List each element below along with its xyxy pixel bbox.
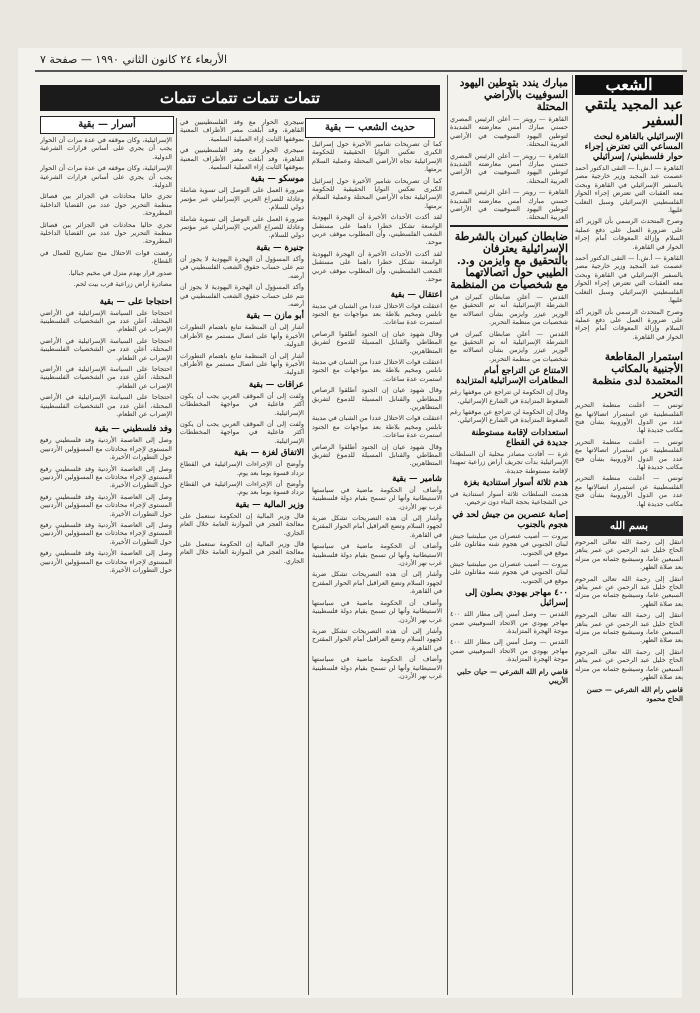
article-text: ضرورة العمل على التوصل إلى تسوية شاملة وعادلة للصراع العربي الإسرائيلي عبر مؤتمر دولي للسلام. bbox=[180, 214, 304, 240]
article-text: وقال إن الحكومة لن تتراجع عن موقفها رغم الضغوط المتزايدة في الشارع الإسرائيلي. bbox=[450, 407, 568, 425]
article-text: احتجاجا على السياسة الإسرائيلية في الأراضي المحتلة، أعلن عدد من الشخصيات الفلسطينية الإضراب عن الطعام. bbox=[40, 308, 172, 334]
article-text: القاهرة — أ.ش.أ — التقى الدكتور أحمد عصمت عبد المجيد وزير خارجية مصر بالسفير الإسرائيلي في القاهرة وبحث معه العقبات التي تعترض إجراء الحوار الفلسطيني الإسرائيلي وسبل التغلب عليها. bbox=[575, 254, 683, 305]
section-heading: شامير — بقية bbox=[392, 473, 442, 484]
article-text: وقال إن الحكومة لن تتراجع عن موقفها رغم الضغوط المتزايدة في الشارع الإسرائيلي. bbox=[450, 388, 568, 405]
article-text: الإسرائيلية، وكان موقفه في عدة مرات أن الحوار يجب أن يجري على أساس قرارات الشرعية الدولية. bbox=[40, 164, 172, 190]
article-text: قال وزير المالية إن الحكومة ستعمل على معالجة العجز في الموازنة العامة خلال العام الجاري. bbox=[180, 540, 304, 565]
left-column bbox=[40, 136, 172, 995]
article-text: أشار إلى أن المنظمة تتابع باهتمام التطورات الأخيرة وأنها على اتصال مستمر مع الأطراف الدولية. bbox=[180, 351, 304, 377]
section-heading: هدم ثلاثة أسوار استنادية بغزة bbox=[463, 477, 568, 488]
article-text: القدس — وصل أمس إلى مطار اللد ٤٠٠ مهاجر يهودي من الاتحاد السوفييتي ضمن موجة الهجرة المتزايدة. bbox=[450, 638, 568, 664]
article-text: قال وزير المالية إن الحكومة ستعمل على معالجة العجز في الموازنة العامة خلال العام الجاري. bbox=[180, 511, 304, 537]
section-heading: بسم الله bbox=[575, 516, 683, 536]
article-text: وصل إلى العاصمة الأردنية وفد فلسطيني رفيع المستوى لإجراء محادثات مع المسؤولين الأردنيين حول التطورات الأخيرة. bbox=[40, 492, 172, 518]
article-text: وقال شهود عيان إن الجنود أطلقوا الرصاص المطاطي والقنابل المسيلة للدموع لتفريق المتظاهرين. bbox=[312, 386, 442, 411]
hadith-box-heading: حديث الشعب — بقية bbox=[305, 118, 435, 138]
article-text: اعتقلت قوات الاحتلال عددا من الشبان في مدينة نابلس ومخيم بلاطة بعد مواجهات مع الجنود استمرت عدة ساعات. bbox=[312, 301, 442, 327]
column-rule bbox=[176, 118, 177, 995]
masthead: الشعب bbox=[575, 75, 683, 95]
headline: عبد المجيد يلتقي السفير bbox=[584, 97, 683, 129]
article-text: غزة — أفادت مصادر محلية أن السلطات الإسرائيلية بدأت تجريف أراض زراعية تمهيدا لإقامة مستوطنة جديدة. bbox=[450, 449, 568, 475]
article-text: القدس — أعلن ضابطان كبيران في الشرطة الإسرائيلية أنه تم التحقيق مع الوزير عيزر وايزمن بشأن اتصالاته مع شخصيات من منظمة التحرير. bbox=[450, 292, 568, 327]
third-column bbox=[312, 140, 442, 995]
article-text: وأضاف أن الحكومة ماضية في سياستها الاستيطانية وأنها لن تسمح بقيام دولة فلسطينية غرب نهر الأردن. bbox=[312, 655, 442, 680]
header-rule bbox=[35, 70, 687, 72]
section-heading: وزير المالية — بقية bbox=[235, 499, 304, 510]
section-heading: أبو مازن — بقية bbox=[246, 311, 304, 322]
section-heading: استمرار المقاطعة الأجنبية بالمكاتب المعتمدة لدى منظمة التحرير bbox=[592, 351, 683, 400]
article-text: وصل إلى العاصمة الأردنية وفد فلسطيني رفيع المستوى لإجراء محادثات مع المسؤولين الأردنيين حول التطورات الأخيرة. bbox=[40, 549, 172, 575]
article-text: وأضاف أن الحكومة ماضية في سياستها الاستيطانية وأنها لن تسمح بقيام دولة فلسطينية غرب نهر الأردن. bbox=[312, 542, 442, 568]
article-text: وصل إلى العاصمة الأردنية وفد فلسطيني رفيع المستوى لإجراء محادثات مع المسؤولين الأردنيين حول التطورات الأخيرة. bbox=[40, 521, 172, 546]
section-heading: ٤٠٠ مهاجر يهودي يصلون إلى إسرائيل bbox=[465, 588, 568, 609]
article-text: وصل إلى العاصمة الأردنية وفد فلسطيني رفيع المستوى لإجراء محادثات مع المسؤولين الأردنيين حول التطورات الأخيرة. bbox=[40, 436, 172, 462]
bullet-item: صدور قرار بهدم منزل في مخيم جباليا. bbox=[68, 268, 172, 277]
article-text: تونس — أعلنت منظمة التحرير الفلسطينية عن استمرار اتصالاتها مع عدد من الدول الأوروبية بشأن فتح مكاتب جديدة لها. bbox=[575, 437, 683, 471]
subhead: الإسرائيلي بالقاهرة لبحث المساعي التي تعترض إجراء حوار فلسطيني/ إسرائيلي bbox=[584, 132, 683, 162]
headline: مبارك يندد بتوطين اليهود السوفييت بالأراضي المحتلة bbox=[459, 77, 568, 113]
article-text: احتجاجا على السياسة الإسرائيلية في الأراضي المحتلة، أعلن عدد من الشخصيات الفلسطينية الإضراب عن الطعام. bbox=[40, 364, 172, 390]
article-text: اعتقلت قوات الاحتلال عددا من الشبان في مدينة نابلس ومخيم بلاطة بعد مواجهات مع الجنود استمرت عدة ساعات. bbox=[312, 357, 442, 383]
article-text: انتقل إلى رحمة الله تعالى المرحوم الحاج خليل عبد الرحمن عن عمر يناهز السبعين عاما، وسيشيع جثمانه من منزله بعد صلاة الظهر. bbox=[575, 647, 683, 682]
article-text: القدس — وصل أمس إلى مطار اللد ٤٠٠ مهاجر يهودي من الاتحاد السوفييتي ضمن موجة الهجرة المتزايدة. bbox=[450, 610, 568, 636]
article-text: تجري حاليا محادثات في الجزائر بين فصائل منظمة التحرير حول عدد من القضايا الداخلية المطروحة. bbox=[40, 192, 172, 218]
article-text: تونس — أعلنت منظمة التحرير الفلسطينية عن استمرار اتصالاتها مع عدد من الدول الأوروبية بشأن فتح مكاتب جديدة لها. bbox=[575, 401, 683, 435]
article-text: كما أن تصريحات شامير الأخيرة حول إسرائيل الكبرى تعكس النوايا الحقيقية للحكومة الإسرائيلية تجاه الأراضي المحتلة وعملية السلام برمتها. bbox=[312, 140, 442, 174]
bullet-item: رفضت قوات الاحتلال منح تصاريح للعمال في القطاع. bbox=[40, 248, 172, 266]
article-text: بيروت — أصيب عنصران من ميليشيا جيش لبنان الجنوبي في هجوم شنه مقاتلون على موقع في الجنوب. bbox=[450, 560, 568, 585]
article-text: ضرورة العمل على التوصل إلى تسوية شاملة وعادلة للصراع العربي الإسرائيلي عبر مؤتمر دولي للسلام. bbox=[180, 186, 304, 212]
article-text: وصرح المتحدث الرسمي بأن الوزير أكد على ضرورة العمل على دفع عملية السلام وإزالة المعوقات أمام إجراء الحوار في القاهرة. bbox=[575, 217, 683, 251]
article-text: وصل إلى العاصمة الأردنية وفد فلسطيني رفيع المستوى لإجراء محادثات مع المسؤولين الأردنيين حول التطورات الأخيرة. bbox=[40, 464, 172, 490]
section-heading: جنيرة — بقية bbox=[256, 242, 304, 253]
article-text: وأوضح أن الإجراءات الإسرائيلية في القطاع تزداد قسوة يوما بعد يوم. bbox=[180, 480, 304, 497]
section-heading: موسكو — بقية bbox=[250, 174, 304, 185]
article-text: القاهرة — أ.ش.أ — التقى الدكتور أحمد عصمت عبد المجيد وزير خارجية مصر بالسفير الإسرائيلي في القاهرة وبحث معه العقبات التي تعترض إجراء الحوار الفلسطيني الإسرائيلي وسبل التغلب عليها. bbox=[575, 164, 683, 215]
article-text: انتقل إلى رحمة الله تعالى المرحوم الحاج خليل عبد الرحمن عن عمر يناهز السبعين عاما، وسيشيع جثمانه من منزله بعد صلاة الظهر. bbox=[575, 574, 683, 608]
second-column bbox=[450, 75, 568, 995]
fourth-column bbox=[180, 118, 304, 995]
article-text: احتجاجا على السياسة الإسرائيلية في الأراضي المحتلة، أعلن عدد من الشخصيات الفلسطينية الإضراب عن الطعام. bbox=[40, 393, 172, 418]
article-text: وقال شهود عيان إن الجنود أطلقوا الرصاص المطاطي والقنابل المسيلة للدموع لتفريق المتظاهرين. bbox=[312, 442, 442, 468]
asrar-box-heading: أسرار — بقية bbox=[40, 116, 174, 134]
article-text: تجري حاليا محادثات في الجزائر بين فصائل منظمة التحرير حول عدد من القضايا الداخلية المطروحة. bbox=[40, 220, 172, 246]
article-text: ولفت إلى أن الموقف العربي يجب أن يكون أكثر فاعلية في مواجهة المخططات الإسرائيلية. bbox=[180, 419, 304, 445]
article-text: وصرح المتحدث الرسمي بأن الوزير أكد على ضرورة العمل على دفع عملية السلام وإزالة المعوقات أمام إجراء الحوار في القاهرة. bbox=[575, 307, 683, 341]
section-heading: عراقات — بقية bbox=[249, 379, 304, 390]
article-text: وأكد المسؤول أن الهجرة اليهودية لا يجوز أن تتم على حساب حقوق الشعب الفلسطيني في أرضه. bbox=[180, 254, 304, 280]
section-heading: احتجاجا على — بقية bbox=[99, 296, 172, 307]
article-text: وأشار إلى أن هذه التصريحات تشكل ضربة لجهود السلام وتضع العراقيل أمام الحوار المقترح في القاهرة. bbox=[312, 626, 442, 652]
section-heading: استعدادات لإقامة مستوطنة جديدة في القطاع bbox=[471, 427, 568, 448]
article-text: احتجاجا على السياسة الإسرائيلية في الأراضي المحتلة، أعلن عدد من الشخصيات الفلسطينية الإضراب عن الطعام. bbox=[40, 336, 172, 362]
article-text: بيروت — أصيب عنصران من ميليشيا جيش لبنان الجنوبي في هجوم شنه مقاتلون على موقع في الجنوب. bbox=[450, 531, 568, 557]
section-heading: إصابة عنصرين من جيش لحد في هجوم بالجنوب bbox=[452, 509, 568, 530]
headline: ضابطان كبيران بالشرطة الإسرائيلية يعترفان بالتحقيق مع وايزمن و.د. الطيبي حول اتصالاتهما مع شخصيات من المنظمة bbox=[450, 225, 568, 291]
article-text: اعتقلت قوات الاحتلال عددا من الشبان في مدينة نابلس ومخيم بلاطة بعد مواجهات مع الجنود استمرت عدة ساعات. bbox=[312, 414, 442, 440]
article-text: وأضاف أن الحكومة ماضية في سياستها الاستيطانية وأنها لن تسمح بقيام دولة فلسطينية غرب نهر الأردن. bbox=[312, 598, 442, 624]
article-text: سيجري الحوار مع وفد الفلسطينيين في القاهرة، وقد أبلغت مصر الأطراف المعنية بموقفها الثابت إزاء العملية السلمية. bbox=[180, 146, 304, 172]
article-text: لقد أكدت الأحداث الأخيرة أن الهجرة اليهودية الواسعة تشكل خطرا داهما على مستقبل الشعب الفلسطيني، وأن المطلوب موقف عربي موحد. bbox=[312, 249, 442, 284]
page-header: الأربعاء ٢٤ كانون الثاني ١٩٩٠ — صفحة ٧ bbox=[40, 53, 228, 66]
top-banner: تتمات تتمات تتمات تتمات bbox=[40, 85, 440, 111]
article-text: وأشار إلى أن هذه التصريحات تشكل ضربة لجهود السلام وتضع العراقيل أمام الحوار المقترح في القاهرة. bbox=[312, 514, 442, 539]
article-text: ولفت إلى أن الموقف العربي يجب أن يكون أكثر فاعلية في مواجهة المخططات الإسرائيلية. bbox=[180, 391, 304, 417]
article-text: كما أن تصريحات شامير الأخيرة حول إسرائيل الكبرى تعكس النوايا الحقيقية للحكومة الإسرائيلية تجاه الأراضي المحتلة وعملية السلام برمتها. bbox=[312, 176, 442, 210]
signature: قاضي رام الله الشرعي — حسن الحاج محمود bbox=[586, 684, 683, 703]
article-text: تونس — أعلنت منظمة التحرير الفلسطينية عن استمرار اتصالاتها مع عدد من الدول الأوروبية بشأن فتح مكاتب جديدة لها. bbox=[575, 474, 683, 508]
section-heading: وفد فلسطيني — بقية bbox=[94, 424, 172, 435]
column-rule bbox=[308, 140, 309, 995]
article-text: القدس — أعلن ضابطان كبيران في الشرطة الإسرائيلية أنه تم التحقيق مع الوزير عيزر وايزمن بشأن اتصالاته مع شخصيات من منظمة التحرير. bbox=[450, 329, 568, 363]
right-column bbox=[575, 75, 683, 995]
article-text: انتقل إلى رحمة الله تعالى المرحوم الحاج خليل عبد الرحمن عن عمر يناهز السبعين عاما، وسيشيع جثمانه من منزله بعد صلاة الظهر. bbox=[575, 611, 683, 645]
article-text: لقد أكدت الأحداث الأخيرة أن الهجرة اليهودية الواسعة تشكل خطرا داهما على مستقبل الشعب الفلسطيني، وأن المطلوب موقف عربي موحد. bbox=[312, 213, 442, 247]
bullet-item: مصادرة أراض زراعية قرب بيت لحم. bbox=[73, 280, 172, 289]
article-text: وأكد المسؤول أن الهجرة اليهودية لا يجوز أن تتم على حساب حقوق الشعب الفلسطيني في أرضه. bbox=[180, 283, 304, 308]
section-heading: اعتقال — بقية bbox=[390, 289, 442, 300]
article-text: انتقل إلى رحمة الله تعالى المرحوم الحاج خليل عبد الرحمن عن عمر يناهز السبعين عاما، وسيشيع جثمانه من منزله بعد صلاة الظهر. bbox=[575, 538, 683, 572]
section-heading: الاتفاق لغزة — بقية bbox=[233, 448, 304, 459]
column-rule bbox=[572, 75, 573, 995]
section-heading: الامتناع عن التراجع أمام المظاهرات الإسرائيلية المتزايدة bbox=[456, 366, 568, 387]
article-text: سيجري الحوار مع وفد الفلسطينيين في القاهرة، وقد أبلغت مصر الأطراف المعنية بموقفها الثابت إزاء العملية السلمية. bbox=[180, 118, 304, 143]
signature: قاضي رام الله الشرعي — حيان حلبي الأريبي bbox=[456, 666, 568, 685]
article-text: وقال شهود عيان إن الجنود أطلقوا الرصاص المطاطي والقنابل المسيلة للدموع لتفريق المتظاهرين. bbox=[312, 329, 442, 355]
article-text: القاهرة — رويتر — أعلن الرئيس المصري حسني مبارك أمس معارضته الشديدة لتوطين اليهود السوفييت في الأراضي العربية المحتلة. bbox=[450, 115, 568, 149]
article-text: القاهرة — رويتر — أعلن الرئيس المصري حسني مبارك أمس معارضته الشديدة لتوطين اليهود السوفييت في الأراضي العربية المحتلة. bbox=[450, 188, 568, 222]
article-text: هدمت السلطات ثلاثة أسوار استنادية في حي الشجاعية بحجة البناء دون ترخيص. bbox=[450, 489, 568, 507]
article-text: القاهرة — رويتر — أعلن الرئيس المصري حسني مبارك أمس معارضته الشديدة لتوطين اليهود السوفييت في الأراضي العربية المحتلة. bbox=[450, 151, 568, 185]
article-text: وأضاف أن الحكومة ماضية في سياستها الاستيطانية وأنها لن تسمح بقيام دولة فلسطينية غرب نهر الأردن. bbox=[312, 485, 442, 511]
article-text: وأوضح أن الإجراءات الإسرائيلية في القطاع تزداد قسوة يوما بعد يوم. bbox=[180, 460, 304, 477]
article-text: أشار إلى أن المنظمة تتابع باهتمام التطورات الأخيرة وأنها على اتصال مستمر مع الأطراف الدولية. bbox=[180, 323, 304, 349]
article-text: وأشار إلى أن هذه التصريحات تشكل ضربة لجهود السلام وتضع العراقيل أمام الحوار المقترح في القاهرة. bbox=[312, 570, 442, 596]
article-text: الإسرائيلية، وكان موقفه في عدة مرات أن الحوار يجب أن يجري على أساس قرارات الشرعية الدولية. bbox=[40, 136, 172, 161]
column-rule bbox=[447, 75, 448, 995]
